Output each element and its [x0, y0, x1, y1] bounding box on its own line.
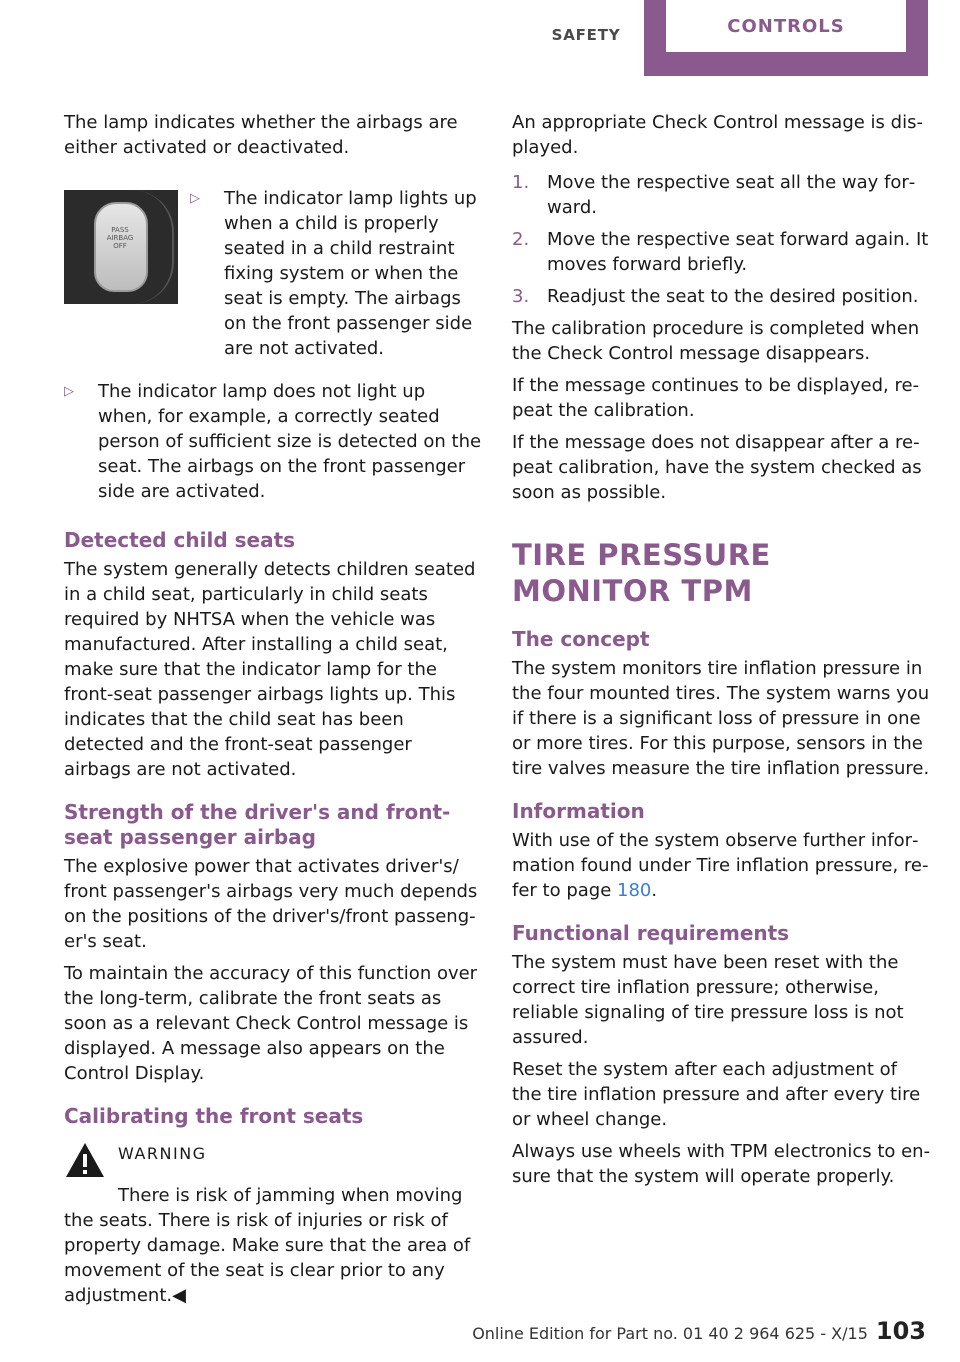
- tab-safety[interactable]: SAFETY: [551, 26, 621, 44]
- heading-airbag-strength: Strength of the driver's and front-seat passenger airbag: [64, 800, 451, 849]
- functional-paragraph-3: Always use wheels with TPM electronics to ensure that the system will operate properly.: [512, 1141, 931, 1187]
- page-footer: [0, 1317, 926, 1345]
- bullet-text: The indicator lamp lights up when a child is properly seated in a child restraint fixing system or when the seat is empty. The airbags on the front passenger side are not activated.: [224, 188, 477, 359]
- heading-tire-pressure-monitor: TIRE PRESSURE MONITOR TPM: [512, 538, 771, 608]
- warning-text: There is risk of jamming when moving the seats. There is risk of injuries or risk of property damage. Make sure that the area of movement of the seat is clear prior to any adjustment.◀: [64, 1185, 471, 1306]
- strength-paragraph-2: To maintain the accuracy of this function over the long-term, calibrate the front seats as soon as a relevant Check Control message is displayed. A message also appears on the Control Display.: [64, 963, 478, 1084]
- warning-triangle-icon: [64, 1141, 106, 1179]
- page-number: 103: [875, 1317, 926, 1345]
- strength-paragraph-1: The explosive power that activates driver's/ front passenger's airbags very much depends on the positions of the driver's/front passenger's seat.: [64, 856, 478, 952]
- heading-the-concept: The concept: [512, 627, 650, 651]
- indicator-lights-up-item: [64, 186, 484, 369]
- heading-information: Information: [512, 799, 645, 823]
- check-control-intro: An appropriate Check Control message is displayed.: [512, 112, 923, 158]
- triangle-bullet-icon: ▷: [190, 191, 200, 206]
- detected-paragraph: The system generally detects children seated in a child seat, particularly in child seats required by NHTSA when the vehicle was manufactured. After installing a child seat, make sure that the indicator lamp for the front-seat passenger airbags lights up. This indicates that the child seat has been detected and the front-seat passenger airbags are not activated.: [64, 559, 476, 780]
- warning-heading: WARNING: [118, 1144, 207, 1163]
- step-text: Readjust the seat to the desired position.: [547, 286, 919, 307]
- edition-text: Online Edition for Part no. 01 40 2 964 625 - X/15: [472, 1324, 868, 1343]
- step-text: Move the respective seat all the way forward.: [547, 172, 916, 218]
- heading-functional-requirements: Functional requirements: [512, 921, 790, 945]
- heading-detected-child-seats: Detected child seats: [64, 528, 296, 552]
- step-number: 1.: [512, 172, 530, 193]
- left-column: [64, 110, 484, 1315]
- page-180-link[interactable]: 180: [617, 880, 652, 901]
- lamp-label: PASS AIRBAG OFF: [106, 226, 134, 250]
- continues-paragraph: If the message continues to be displayed, repeat the calibration.: [512, 375, 920, 421]
- step-number: 2.: [512, 229, 530, 250]
- list-item: [512, 170, 932, 220]
- heading-calibrating-front-seats: Calibrating the front seats: [64, 1104, 364, 1128]
- header-tabs: [528, 0, 928, 76]
- step-number: 3.: [512, 286, 530, 307]
- step-text: Move the respective seat forward again. It moves forward briefly.: [547, 229, 929, 275]
- passenger-airbag-off-lamp-image: [64, 190, 178, 304]
- tab-controls[interactable]: [644, 0, 928, 76]
- list-item: [512, 284, 932, 309]
- bullet-text: The indicator lamp does not light up when, for example, a correctly seated person of sufficient size is detected on the seat. The airbags on the front passenger side are activated.: [98, 381, 482, 502]
- right-column: [512, 110, 932, 1196]
- functional-paragraph-2: Reset the system after each adjustment of the tire inflation pressure and after every tire or wheel change.: [512, 1059, 921, 1130]
- not-disappear-paragraph: If the message does not disappear after a repeat calibration, have the system checked as soon as possible.: [512, 432, 922, 503]
- completed-paragraph: The calibration procedure is completed when the Check Control message disappears.: [512, 318, 920, 364]
- information-paragraph: With use of the system observe further information found under Tire inflation pressure, refer to page 180.: [512, 830, 929, 901]
- warning-block: [64, 1137, 484, 1179]
- functional-paragraph-1: The system must have been reset with the correct tire inflation pressure; otherwise, reliable signaling of tire pressure loss is not assured.: [512, 952, 904, 1048]
- concept-paragraph: The system monitors tire inflation pressure in the four mounted tires. The system warns you if there is a significant loss of pressure in one or more tires. For this purpose, sensors in the tire valves measure the tire inflation pressure.: [512, 658, 930, 779]
- calibration-steps: [512, 170, 932, 309]
- list-item: [512, 227, 932, 277]
- indicator-not-lit-item: [64, 379, 484, 504]
- tab-controls-label: CONTROLS: [666, 0, 906, 52]
- intro-paragraph: The lamp indicates whether the airbags are either activated or deactivated.: [64, 112, 458, 158]
- triangle-bullet-icon: ▷: [64, 384, 74, 399]
